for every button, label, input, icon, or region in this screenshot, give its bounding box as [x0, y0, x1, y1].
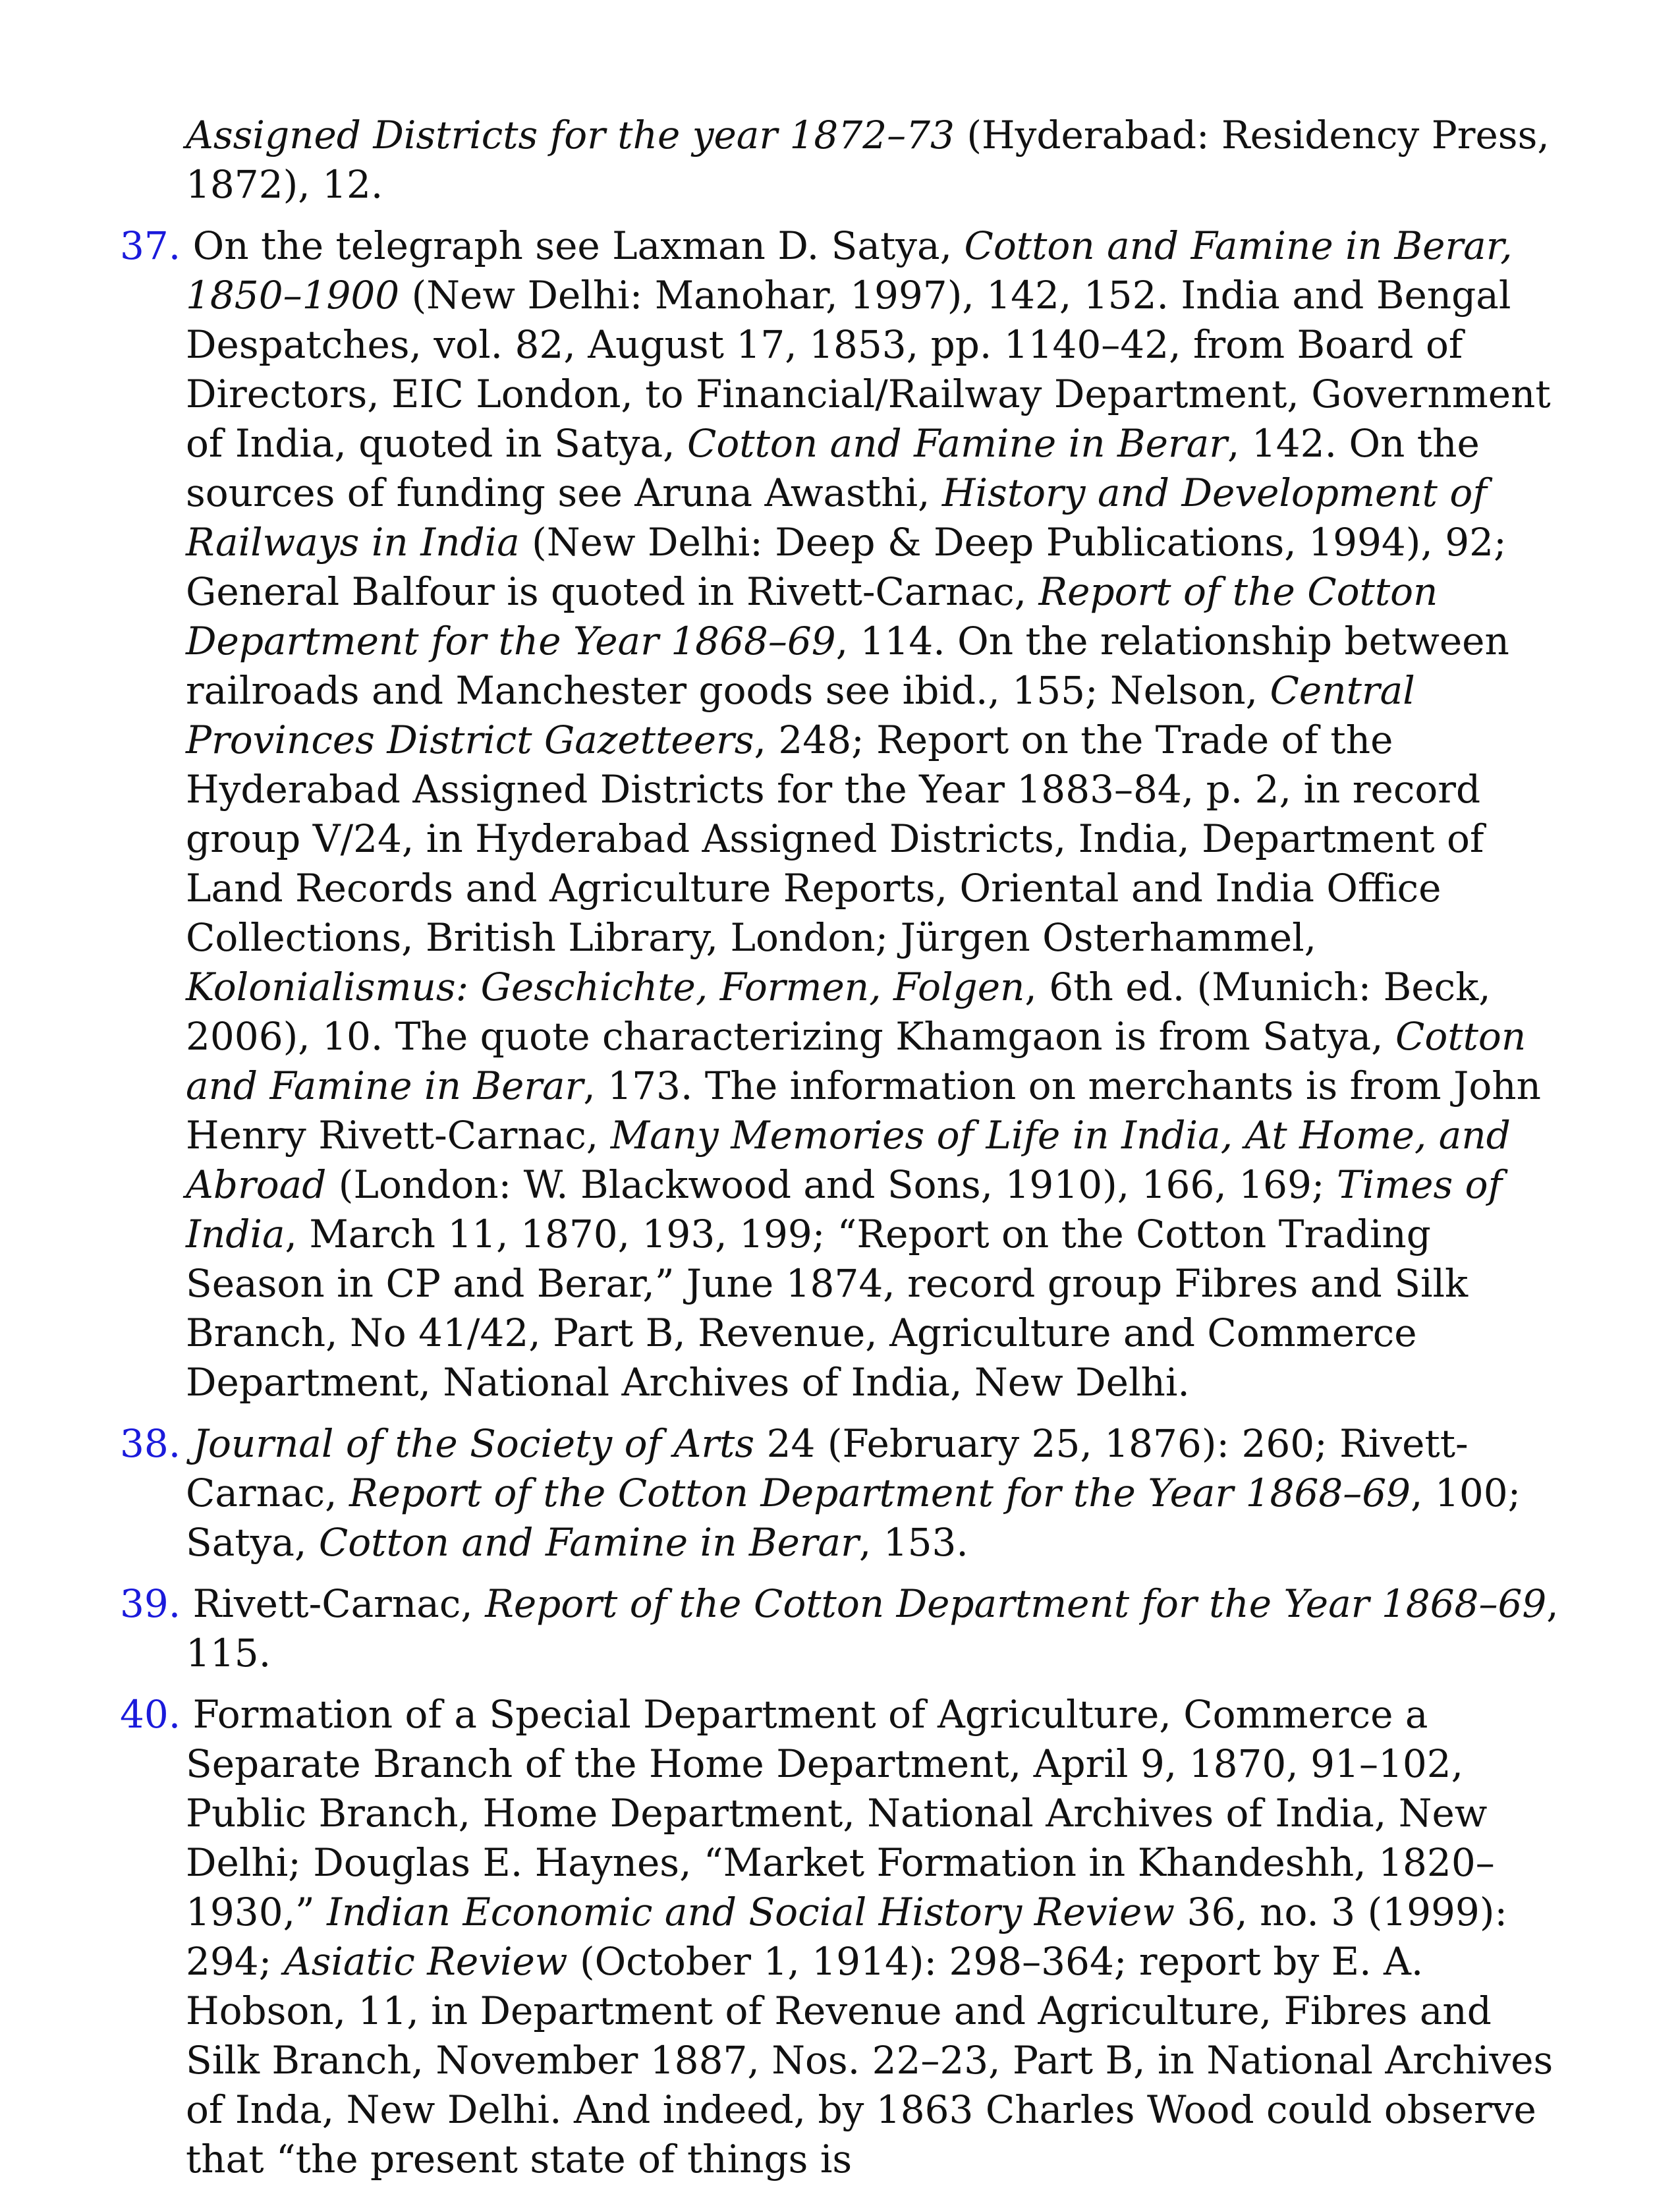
- endnotes-page: [120, 111, 1563, 2196]
- citation-text: Rivett-Carnac,: [181, 1581, 486, 1626]
- citation-title: Assigned Districts for the year 1872–73: [186, 113, 955, 157]
- endnote: [120, 1579, 1563, 1678]
- citation-title: Indian Economic and Social History Review: [327, 1890, 1175, 1934]
- citation-text: (October 1, 1914): 298–364; report by E. A. Hobson, 11, in Department of Revenue and Agriculture, Fibres and Silk Branch, November 1887, Nos. 22–23, Part B, in National Archives of Inda, New Delhi. And indeed, by 1863 Charles Wood could observe that “the present state of things is: [186, 1939, 1554, 2182]
- endnotes-list: [120, 111, 1563, 2184]
- citation-text: , 153.: [858, 1520, 968, 1565]
- citation-text: (New Delhi: Deep & Deep Publications, 1994), 92; General Balfour is quoted in Rivett-Carnac,: [186, 520, 1507, 614]
- citation-title: History and Development of Railways in India: [186, 470, 1487, 565]
- citation-text: (Hyderabad: Residency Press, 1872), 12.: [186, 113, 1550, 207]
- citation-title: Cotton and Famine in Berar, 1850–1900: [186, 223, 1513, 318]
- citation-title: Report of the Cotton Department for the Year 1868–69: [349, 1471, 1411, 1515]
- endnote-number-link[interactable]: 37.: [120, 223, 181, 268]
- citation-title: Report of the Cotton Department for the Year 1868–69: [485, 1581, 1547, 1626]
- citation-text: , 100; Satya,: [186, 1471, 1521, 1565]
- citation-text: 36, no. 3 (1999): 294;: [186, 1890, 1507, 1984]
- endnote-number-link[interactable]: 38.: [120, 1421, 181, 1466]
- citation-title: Journal of the Society of Arts: [192, 1421, 755, 1466]
- endnote: [120, 1690, 1563, 2184]
- citation-text: , 114. On the relationship between railroads and Manchester goods see ibid., 155; Nelson,: [186, 619, 1509, 713]
- endnote-number-link[interactable]: 40.: [120, 1692, 181, 1737]
- citation-text: (New Delhi: Manohar, 1997), 142, 152. India and Bengal Despatches, vol. 82, August 17, 1853, pp. 1140–42, from Board of Directors, EIC London, to Financial/Railway Department, Government of India, quoted in Satya,: [186, 273, 1551, 466]
- citation-title: Cotton and Famine in Berar: [186, 1014, 1526, 1108]
- citation-title: Cotton and Famine in Berar: [318, 1520, 859, 1565]
- citation-title: Cotton and Famine in Berar: [687, 421, 1227, 466]
- citation-text: , 248; Report on the Trade of the Hyderabad Assigned Districts for the Year 1883–84, p. 2, in record group V/24, in Hyderabad Assigned Districts, India, Department of Land Records and Agriculture Reports, Oriental and India Office Collections, British Library, London; Jürgen Osterhammel,: [186, 718, 1484, 960]
- citation-text: On the telegraph see Laxman D. Satya,: [181, 223, 965, 268]
- citation-text: , March 11, 1870, 193, 199; “Report on the Cotton Trading Season in CP and Berar,” June 1874, record group Fibres and Silk Branch, No 41/42, Part B, Revenue, Agriculture and Commerce Department, National Archives of India, New Delhi.: [186, 1212, 1469, 1405]
- citation-title: Many Memories of Life in India, At Home, and Abroad: [186, 1113, 1511, 1207]
- endnote-number-link[interactable]: 39.: [120, 1581, 181, 1626]
- citation-title: Kolonialismus: Geschichte, Formen, Folgen: [186, 965, 1025, 1009]
- citation-text: , 6th ed. (Munich: Beck, 2006), 10. The quote characterizing Khamgaon is from Satya,: [186, 965, 1491, 1059]
- citation-title: Asiatic Review: [283, 1939, 568, 1984]
- citation-text: , 142. On the sources of funding see Aruna Awasthi,: [186, 421, 1480, 515]
- citation-text: [181, 1421, 192, 1466]
- endnote-continuation: [120, 111, 1563, 210]
- citation-text: Formation of a Special Department of Agriculture, Commerce a Separate Branch of the Home Department, April 9, 1870, 91–102, Public Branch, Home Department, National Archives of India, New Delhi; Douglas E. Haynes, “Market Formation in Khandeshh, 1820–1930,”: [181, 1692, 1495, 1934]
- citation-title: Report of the Cotton Department for the Year 1868–69: [186, 569, 1438, 663]
- endnote: [120, 1419, 1563, 1567]
- endnote: [120, 221, 1563, 1407]
- citation-text: , 115.: [186, 1581, 1559, 1675]
- citation-text: , 173. The information on merchants is from John Henry Rivett-Carnac,: [186, 1063, 1541, 1158]
- citation-text: 24 (February 25, 1876): 260; Rivett-Carnac,: [186, 1421, 1469, 1515]
- citation-text: (London: W. Blackwood and Sons, 1910), 166, 169;: [326, 1162, 1337, 1207]
- citation-title: Times of India: [186, 1162, 1503, 1256]
- citation-title: Central Provinces District Gazetteers: [186, 668, 1415, 762]
